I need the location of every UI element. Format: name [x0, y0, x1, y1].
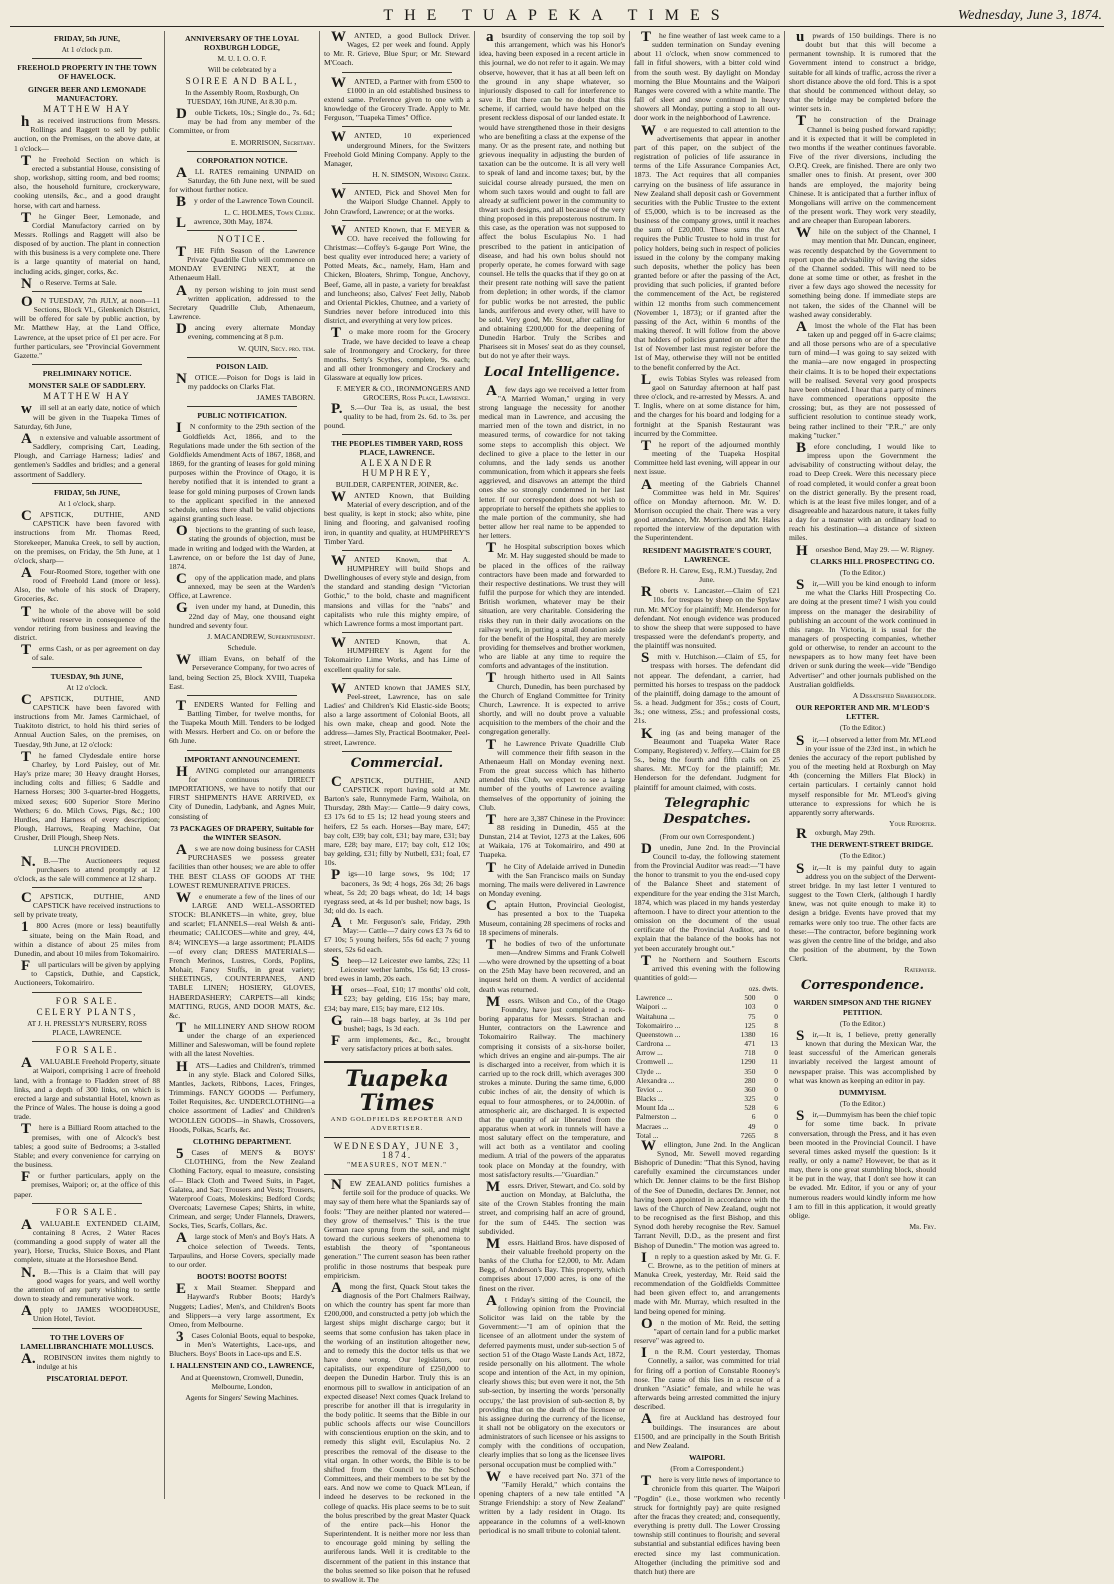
section-heading: OUR REPORTER AND MR. M'LEOD'S LETTER.: [795, 703, 930, 722]
article-paragraph: CAPSTICK, DUTHIE, AND CAPSTICK have been favored with instructions from Mr. James Carmichael, of Tuakitoto district, to hold his third series of Annual Auction Sales, on the premises, on Tuesday, 9th June, at 12 o'clock:: [14, 691, 160, 749]
article-paragraph: A.ROBINSON invites them nightly to indulge at his: [21, 1350, 160, 1371]
article-paragraph: THE Fifth Season of the Lawrence Private Quadrille Club will commence on MONDAY EVENING NEXT, at the Athenaeum Hall.: [169, 243, 315, 283]
article-paragraph: Lawrence, 30th May, 1874.: [176, 214, 273, 231]
divider-rule: [342, 678, 452, 679]
section-banner: Telegraphic Despatches.: [663, 795, 751, 827]
display-line: SOIREE AND BALL,: [185, 75, 299, 86]
subheading: M. U. I. O. O. F.: [217, 54, 267, 64]
column-3: [320, 29, 475, 1584]
subheading: And at Queenstown, Cromwell, Dunedin, Melbourne, London,: [180, 1372, 304, 1391]
gold-ounces: 280: [744, 1075, 756, 1085]
article-paragraph: Ameeting of the Gabriels Channel Committee was held in Mr. Squires' office on Monday afternoon. Mr. W. D. Morrison occupied the chair. There was a very good attendance, Mr. Morrison and Mr. Hales reported the interview of the deputation with the Superintendent.: [634, 476, 780, 543]
signature-line: W. QUIN, Secy. pro. tem.: [237, 343, 315, 353]
gold-district: Queenstown ...: [636, 1029, 681, 1039]
article-paragraph: Smith v. Hutchison.—Claim of £5, for trespass with horses. The defendant did not appear. The defendant, a carrier, had permitted his horses to trespass on the paddock of the plaintiff, doing damage to the amount of 5s. a head. Judgment for 35s.; costs of Court, 3s.; one witness, 25s.; and professional costs, 21s.: [634, 650, 780, 726]
divider-rule: [342, 434, 452, 435]
article-paragraph: Sheep—12 Leicester ewe lambs, 22s; 11 Leicester wether lambs, 15s 6d; 13 cross-bred ewes in lamb, 20s each.: [324, 953, 470, 984]
article-paragraph: Wellington, June 2nd. In the Anglican Synod, Mr. Sewell moved regarding Bishopric of Dunedin: "That this Synod, having carefully examined the circumstances under which Dr. Jenner claims to be the first Bishop of the See of Dunedin, declares Dr. Jenner, not having been appointed in accordance with the laws of the Church of New Zealand, ought not to be recognised as the first Bishop, and this Synod doth hereby recognise the Rev. Samuel Tarrant Nevill, D.D., as the present and first Bishop of Dunedin." The motion was agreed to.: [634, 1137, 780, 1250]
gold-pennyweights: 0: [774, 1002, 778, 1012]
divider-rule: [32, 667, 142, 668]
article-paragraph: The Ginger Beer, Lemonade, and Cordial Manufactory carried on by Messrs. Rollings and Raggett will also be disposed of by auction. The plant in connection with this business is a very complete one. There is a large quantity of material on hand, including acids, ginger, corks, &c.: [14, 209, 160, 276]
divider-rule: [32, 58, 142, 59]
gold-district: Mount Ida ...: [636, 1103, 675, 1113]
gold-row: [634, 993, 780, 1002]
article-paragraph: Captain Hutton, Provincial Geologist, has presented a box to the Tuapeka Museum, containing 28 specimens of rocks and 18 specimens of minerals.: [479, 898, 625, 937]
section-heading: MONSTER SALE OF SADDLERY.: [28, 381, 146, 391]
divider-rule: [187, 230, 297, 231]
gold-total-ounces: 7265: [740, 1130, 756, 1140]
article-paragraph: Full particulars will be given by applying to Capstick, Duthie, and Capstick, Auctioneers, Tokomairiro.: [14, 958, 160, 988]
article-paragraph: At Mr. Ferguson's sale, Friday, 29th May:— Cattle—7 dairy cows £3 7s 6d to £7 10s; 5 young heifers, 55s 6d each; 7 young steers, 52s 6d each.: [324, 915, 470, 954]
gold-row: [634, 1002, 780, 1011]
gold-pennyweights: 0: [774, 1066, 778, 1076]
subheading: (Before R. H. Carew, Esq., R.M.) Tuesday, 2nd June.: [637, 565, 777, 585]
gold-district: Cromwell ...: [636, 1057, 673, 1067]
display-line: MATTHEW HAY: [43, 103, 131, 114]
article-paragraph: IN conformity to the 29th section of the Goldfields Act, 1866, and to the Regulations made under the 6th section of the Goldfields Amendment Acts of 1867, 1868, and 1869, for the granting of leases for gold mining purposes within the Province of Otago, it is hereby notified that it is intended to grant a lease for gold mining purposes of Crown lands to the applicant specified in the annexed schedule, unless there shall be valid objections against granting such lease.: [169, 420, 315, 524]
article-paragraph: WANTED known that JAMES SLY, Peel-street, Lawrence, has on sale Ladies' and Children's Kid Elastic-side Boots; also a large assortment of Colonial Boots, all his own make, cheap and good. Note the address—James Sly, Practical Bootmaker, Peel-street, Lawrence.: [324, 680, 470, 747]
article-paragraph: Grain—18 bags barley, at 3s 10d per bushel; bags, 1s 3d each.: [331, 1012, 470, 1033]
gold-ounces: 528: [744, 1103, 756, 1113]
gold-total-pennyweights: 8: [774, 1130, 778, 1140]
article-paragraph: 5Cases of MEN'S & BOYS' CLOTHING, from the New Zealand Clothing Factory, equal to measure, consisting of— Black Cloth and Tweed Suits, in Paget, Galatea, and Sac; Trousers and Vests; Trousers, Waterproof Coats, Moleskins; Bedford Cords; Overcoats; Lavernese Capes; Shirts, in white, Crimean, and serge; Under Flannels, Drawers, Socks, Ties, Scarfs, Collars, &c.: [169, 1146, 315, 1231]
article-paragraph: upwards of 150 buildings. There is no doubt but that this will become a permanent township. It is rumored that the Government intend to construct a bridge, suitable for all kinds of traffic, across the river a short distance above the old ford. This is a spot that should be commenced without delay, so that the bridge may be completed before the winter sets in.: [789, 29, 936, 114]
subheading: (To the Editor.): [839, 1099, 886, 1109]
article-paragraph: We enumerate a few of the lines of our LARGE AND WELL-ASSORTED STOCK: BLANKETS—in white, grey, blue and scarlet; FLANNELS—real Welsh & anti-rheumatic; CALICOES—white and grey, 4/4, 8/4; WINCEYS—a large assortment; PLAIDS—of every clan; DRESS MATERIALS—French Merinos, Lustres, Cords, Poplins, Mohair, Fancy Stuffs, in great variety; SHEETINGS, COUNTERPANES, AND TABLE LINEN; HOSIERY, GLOVES, HABERDASHERY; CARPETS—all kinds; MATTING, RUGS, AND DOOR MATS, &c. &c.: [169, 889, 315, 1020]
gold-pennyweights: 0: [774, 993, 778, 1003]
article-paragraph: There are 3,387 Chinese in the Province: 88 residing in Dunedin, 455 at the Dunstan, 214 at Teviot, 1273 at the Lakes, 606 at Waikaia, 176 at Tokomairiro, and 490 at Tuapeka.: [479, 811, 625, 860]
gold-district: Palmerston ...: [636, 1112, 677, 1122]
article-paragraph: will sell at an early date, notice of which will be given in the Tuapeka Times of Saturday, 6th June,: [14, 401, 160, 431]
section-heading: I. HALLENSTEIN AND CO., LAWRENCE,: [169, 1361, 315, 1371]
gold-pennyweights: 0: [774, 1094, 778, 1104]
section-heading: DUMMYISM.: [838, 1087, 887, 1097]
section-banner: Commercial.: [350, 755, 444, 771]
signature-line: H. N. SIMSON, Winding Creek.: [372, 170, 470, 180]
article-paragraph: HATS—Ladies and Children's, trimmed in any style. Black and Colored Silks, Mantles, Jackets, Ribbons, Laces, Fringes, Trimmings. FANCY GOODS — Perfumery, Toilet Requisites, &c. UNDERCLOTHING—a choice assortment of Ladies' and Children's WOOLLEN GOODS—in Shawls, Crossovers, Hoods, Polkas, Scarfs, &c.: [169, 1058, 315, 1134]
column-6: [785, 31, 940, 1499]
article-paragraph: Horses—Foal, £10; 17 months' old colt, £23; bay gelding, £16 15s; bay mare, £34; bay mare, £15; bay mare, £12 10s.: [324, 983, 470, 1013]
article-paragraph: In reply to a question asked by Mr. G. F. C. Browne, as to the petition of miners at Manuka Creek, yesterday, Mr. Reid said the recommendation of the Goldfields Committee had been given effect to, and arrangements made with Mr. Murray, which resulted in the land being opened for mining.: [634, 1249, 780, 1316]
gold-row: [634, 1039, 780, 1048]
gold-district: Blacks ...: [636, 1094, 664, 1104]
divider-rule: [32, 291, 142, 292]
article-paragraph: Roxburgh, May 29th.: [796, 826, 876, 843]
article-paragraph: Terms Cash, or as per agreement on day of sale.: [21, 642, 160, 663]
divider-rule: [342, 220, 452, 221]
signature-line: E. MORRISON, Secretary.: [230, 137, 315, 147]
signature-line: J. MACANDREW, Superintendent.: [207, 631, 315, 641]
article-paragraph: Pigs—10 large sows, 9s 10d; 17 baconers, 3s 9d; 4 hogs, 26s 3d; 26 bags wheat, 5s 2d; 20 bags wheat, do 1d; 14 bags ryegrass seed, at 4s 1d per bushel; now bags, 1s 3d; old do. 1s each.: [324, 867, 470, 915]
gold-pennyweights: 11: [770, 1057, 778, 1067]
subheading: (From a Correspondent.): [670, 1464, 744, 1474]
gold-ounces: 49: [748, 1121, 756, 1131]
gold-ounces: 500: [744, 993, 756, 1003]
gold-unit-header: ozs. dwts.: [748, 984, 778, 994]
gold-row: [634, 1048, 780, 1057]
divider-rule: [187, 357, 297, 358]
article-paragraph: Copy of the application made, and plans annexed, may be seen at the Warden's Office, at Lawrence.: [169, 570, 315, 601]
gold-row: [634, 1103, 780, 1112]
article-paragraph: Afire at Auckland has destroyed four buildings. The insurances are about £1500, and are principally in the South British and New Zealand.: [634, 1411, 780, 1450]
article-paragraph: Given under my hand, at Dunedin, this 22nd day of May, one thousand eight hundred and seventy four.: [169, 600, 315, 630]
divider-rule: [342, 126, 452, 127]
article-paragraph: Horseshoe Bend, May 29. — W. Rigney.: [796, 542, 935, 559]
article-paragraph: AVALUABLE EXTENDED CLAIM, containing 8 Acres, 2 Water Races (commanding a good supply of water all the year), Horse, Trucks, Sluice Boxes, and Plant complete, situate at the Horseshoe Bend.: [14, 1216, 160, 1265]
gold-row: [634, 1085, 780, 1094]
article-paragraph: We have received part No. 371 of the "Family Herald," which contains the opening chapters of a new tale entitled "A Strange Friendship: a story of New Zealand" written by a lady resident in Otago. Its appearance in the columns of a well-known periodical is no small tribute to colonial talent.: [479, 1468, 625, 1535]
article-paragraph: To make more room for the Grocery Trade, we have decided to leave a cheap sale of Ironmongery and Crockery, for three months. Setty's Scythes, complete, 9s. each; and all other Ironmongery and Crockery and Glassware at equally low prices.: [324, 325, 470, 383]
article-paragraph: Sir,—It is my painful duty to again address you on the subject of the Derwent-street bridge. In my last letter I ventured to suggest to the Town Clerk, (although I hardly knew, was not quite enough to make it) to design a bridge. Events have proved that my remarks were only too true. The other facts are these:—The contractor, before beginning work was given the centre line of the bridge, and also the position of the abutment, by the Town Clerk.: [789, 860, 936, 964]
gold-ounces: 350: [744, 1066, 756, 1076]
gold-pennyweights: 0: [774, 1084, 778, 1094]
article-paragraph: Double Tickets, 10s.; Single do., 7s. 6d.; may be had from any member of the Committee, or from: [169, 106, 315, 136]
article-paragraph: Any person wishing to join must send written application, addressed to the Secretary Quadrille Club, Athenaeum, Lawrence.: [169, 282, 315, 322]
subheading: Agents for Singers' Sewing Machines.: [185, 1392, 299, 1402]
article-paragraph: AFour-Roomed Store, together with one rood of Freehold Land (more or less). Also, the whole of his stock of Drapery, Groceries, &c.: [14, 564, 160, 604]
article-paragraph: The bodies of two of the unfortunate men—Andrew Simms and Frank Colwell—who were drowned by the upsetting of a boat on the 25th May have been recovered, and an inquest held on them. A verdict of accidental death was returned.: [479, 936, 625, 994]
issue-date: Wednesday, June 3, 1874.: [957, 8, 1102, 23]
running-head: [10, 6, 1104, 27]
article-paragraph: N.B.—The Auctioneers request purchasers to attend promptly at 12 o'clock, as the sale will commence at 12 sharp.: [14, 853, 160, 883]
gold-ounces: 1380: [740, 1029, 756, 1039]
section-heading: BOOTS! BOOTS! BOOTS!: [197, 1272, 287, 1282]
column-2: [165, 31, 320, 1499]
gold-row: [634, 1057, 780, 1066]
display-line: NOTICE.: [217, 233, 267, 244]
gold-district: Waitahuna ...: [636, 1011, 675, 1021]
subheading: (To the Editor.): [839, 1018, 886, 1028]
subheading: (From our own Correspondent.): [659, 831, 755, 841]
section-heading: FRIDAY, 5th JUNE,: [53, 487, 121, 497]
subheading: (To the Editor.): [839, 567, 886, 577]
nameplate-date: WEDNESDAY, JUNE 3, 1874.: [333, 1140, 461, 1160]
gold-ounces: 471: [744, 1039, 756, 1049]
column-5: [630, 29, 785, 1576]
article-paragraph: By order of the Lawrence Town Council.: [176, 194, 314, 211]
divider-rule: [342, 72, 452, 73]
section-heading: FRIDAY, 5th JUNE,: [53, 34, 121, 43]
divider-rule: [342, 550, 452, 551]
gold-district: Tokomairiro ...: [636, 1020, 681, 1030]
divider-rule: [324, 1174, 470, 1175]
gold-ounces: 718: [744, 1048, 756, 1058]
signature-line: F. MEYER & CO., IRONMONGERS AND GROCERS, Ross Place, Lawrence.: [336, 384, 470, 403]
article-paragraph: absurdity of conserving the top soil by this arrangement, which was his Honor's idea, having been exposed in a recent article in this journal, we do not refer to it again. We may observe, however, that it has at all been left on the ground in any shape whatever, so injuriously disposed to call for interference to save it. But there can be no doubt that this scheme, if carried, would have helped on the present reckless disposal of our landed estate. It would have strengthened those in their designs who are benefiting a class at the expense of the many. Or as the present rate, and nothing but grievous inequality in adjusting the burden of taxation can be the outcome. It is all very well to speak of land and income taxes; but, by the suicidal course already pursued, the men on whom such taxes would and ought to fall are already at sufficient power in the community to thwart such designs, and all because of the very thing proposed in this preposterous nostrum. In this case, as the operation was not supposed to affect the bolus Esculapius No. 1 had prescribed to the patient in anticipation of disease, and had his own bolus should not properly operate, he comes forward with sage counsel. He tells the quacks that if they go on at their present rate nothing will save the patient from depletion; in other words, if the clamor for public works be not arrested, the public lands, auriferous and every other, will have to be sold. Very good, Mr. Stout, after calling for and obtaining £200,000 for the deepening of Dunedin Harbor. Truly the Scribes and Pharisees sit in Moses' seat do as they counsel, but do not ye after their ways.: [479, 29, 625, 361]
divider-rule: [187, 151, 297, 152]
article-paragraph: Sir,—I observed a letter from Mr. M'Leod in your issue of the 23rd inst., in which he denies the accuracy of the report published by you of the meeting held at Roxburgh on May 4th (concerning the Millers Flat Block) in certain particulars. I certainly cannot hold myself responsible for Mr. M'Leod's giving utterance to expressions for which he is apparently sorry afterwards.: [789, 732, 936, 817]
section-heading: THE DERWENT-STREET BRIDGE.: [810, 840, 934, 850]
article-paragraph: WANTED Known, that A. HUMPHREY is Agent for the Tokomairiro Lime Works, and has Lime of excellent quality for sale.: [324, 635, 470, 674]
signature-line: Mr. Fry.: [909, 1222, 936, 1232]
article-paragraph: The whole of the above will be sold without reserve in consequence of the vendor retiring from business and leaving the district.: [14, 603, 160, 643]
article-paragraph: For further particulars, apply on the premises, Waipori; or, at the office of this paper.: [14, 1169, 160, 1199]
gold-pennyweights: 0: [774, 1112, 778, 1122]
subheading: LUNCH PROVIDED.: [53, 844, 121, 854]
gold-ounces: 125: [744, 1020, 756, 1030]
article-paragraph: The fine weather of last week came to a sudden termination on Sunday evening about 11 o'clock, when snow commenced to fall in fitful showers, with a bitter cold wind from the south west. By daylight on Monday morning the Blue Mountains and the Waipori Ranges were covered with a white mantle. The fall of sleet and snow continued in heavy showers all Monday, putting a stop to all out-door work in the neighborhood of Lawrence.: [634, 29, 780, 123]
subheading: At 12 o'clock.: [66, 682, 108, 692]
gold-row: [634, 1122, 780, 1131]
section-heading: FREEHOLD PROPERTY IN THE TOWN OF HAVELOCK.: [17, 63, 157, 82]
article-paragraph: WANTED, Pick and Shovel Men for the Waipori Sludge Channel. Apply to John Crawford, Lawrence; or at the works.: [324, 186, 470, 216]
article-paragraph: 3Cases Colonial Boots, equal to bespoke, in Men's Watertights, Lace-ups, and Bluchers. Boys' Boots in Lace-ups and E.S.: [169, 1329, 315, 1359]
nameplate-motto: "MEASURES, NOT MEN.": [347, 1160, 447, 1169]
nameplate-title: Tuapeka Times: [345, 1066, 449, 1117]
display-line: MATTHEW HAY: [43, 391, 131, 402]
divider-rule: [32, 364, 142, 365]
article-paragraph: The Northern and Southern Escorts arrived this evening with the following quantities of gold:—: [634, 952, 780, 982]
gold-ounces: 325: [744, 1094, 756, 1104]
article-paragraph: Messrs. Driver, Stewart, and Co. sold by auction on Monday, at Balclutha, the site of the Crown Stables fronting the main street, and comprising half an acre of ground, for the sum of £445. The section was subdivided.: [479, 1178, 625, 1236]
gold-ounces: 6: [751, 1112, 756, 1122]
article-paragraph: While on the subject of the Channel, I may mention that Mr. Duncan, engineer, was recently despatched by the Government to report upon the advisability of having the sides of the Channel sodded. This will need to be done at some time or other, as freshet in the river a few days ago showed the necessity for something being done. If immediate steps are not taken, the sides of the Channel will be washed away considerably.: [789, 225, 936, 319]
article-paragraph: Messrs. Wilson and Co., of the Otago Foundry, have just completed a rock-boring apparatus for Messrs. Strachan and Hunter, contractors on the Lawrence and Tokomairiro Railway. The machinery comprising it consists of a six-horse boiler, which drives an engine and air-pumps. The air is discharged into a receiver, from which it is carried up to the rock drill, which averages 300 strokes a minute. During the same time, 6,000 cubic inches of air, the density of which is equal to four atmospheres, or to 24,000in. of atmospheric air, are discharged. It is expected that the quantity of air liberated from the apparatus when at work in tunnels will have a most salutary effect on the temperature, and will act both as a ventilator and cooling medium. A trial of the powers of the apparatus took place on Monday at the foundry, with most satisfactory results.—"Guardian.": [479, 993, 625, 1179]
article-paragraph: N.B.—This is a Claim that will pay good wages for years, and well worthy the attention of any party wishing to settle down to steady and remunerative work.: [14, 1264, 160, 1304]
gold-pennyweights: 0: [774, 1121, 778, 1131]
article-paragraph: On the motion of Mr. Reid, the setting "apart of certain land for a public market reserve" was agreed to.: [634, 1315, 780, 1346]
article-paragraph: Dancing every alternate Monday evening, commencing at 8 p.m.: [176, 321, 315, 342]
signature-line: L. C. HOLMES, Town Clerk.: [224, 207, 315, 217]
subheading: AT J. H. PRESSLY'S NURSERY, ROSS PLACE, LAWRENCE.: [27, 1018, 147, 1037]
gold-row: [634, 1012, 780, 1021]
gold-district: Cardrona ...: [636, 1039, 671, 1049]
divider-rule: [342, 751, 452, 752]
display-line: FOR SALE.: [55, 1045, 119, 1056]
article-paragraph: Afew days ago we received a letter from "A Married Woman," urging in very strong language the necessity for another medical man in Lawrence, and accusing the married men of the town and district, in no measured terms, of cowardice for not taking some steps to accomplish this object. We declined to give a place to the letter in our columns, and the lady sends us another communication, from which it appears she feels aggrieved, and disavows an attempt the third ones she so strongly condemned in her last letter. If our correspondent does not wish to appropriate to herself the epithets she applies to the male portion of the community, she had better allow her real name to be appended to her letters.: [479, 382, 625, 541]
divider-rule: [187, 750, 297, 751]
article-paragraph: Lewis Tobias Styles was released from gaol on Saturday afternoon at half past three o'clock, and re-arrested by Messrs. A. and T. Inglis, where on at some distance for him, and the charges for his board and lodging for a fortnight at the Spanish Restaurant was incurred by the Committee.: [634, 371, 780, 438]
section-heading: RESIDENT MAGISTRATE'S COURT, LAWRENCE.: [642, 545, 772, 564]
article-paragraph: Objections to the granting of such lease, stating the grounds of objection, must be made in writing and lodged with the Warden, at Lawrence, on or before the 1st day of June, 1874.: [169, 523, 315, 571]
gold-total-label: Total ...: [636, 1130, 659, 1140]
gold-district: Clyde ...: [636, 1066, 662, 1076]
section-banner: Correspondence.: [800, 978, 925, 994]
article-paragraph: WANTED Known, that A. HUMPHREY will build Shops and Dwellinghouses of every style and design, from the standard and standing design "Victorian Gothic," to the bold, chaste and magnificent mansions and villas for the "nabs" and capitalists who rule this mighty empire, of which Lawrence forms a most important part.: [324, 552, 470, 628]
article-paragraph: Ex Mail Steamer. Sheppard and Hayward's Rubber Boots; Hardy's Nuggets; Ladies', Men's, and Children's Boots and Slippers—a very large assortment, Ex Omeo, from Melbourne.: [169, 1281, 315, 1329]
article-paragraph: ON TUESDAY, 7th JULY, at noon—11 Sections, Block VI., Glenkenich District, will be offered for sale by public auction, by Mr. Matthew Hay, at the Land Office, Lawrence, at the upset price of £1 per acre. For further particulars, see "Provincial Government Gazette.": [14, 293, 160, 360]
section-heading: POISON LAID.: [216, 361, 268, 371]
article-paragraph: NEW ZEALAND politics furnishes a fertile soil for the produce of quacks. We may say of them here what the Spaniards say of fools: "They are neither planted nor watered—they grow of themselves." This is the true German race sprung from the soil, and might toward the curious seekers of phenomena to establish the theory of "spontaneous generation." The current season has been rather prolific in those nostrums that bespeak pure empiricism.: [324, 1177, 470, 1280]
article-paragraph: Among the first, Quack Stout takes the diagnosis of the Port Chalmers Railway, on which the country has spent far more than £200,000, and constructed a petty job which the largest ships might discharge cargo; but it seems that some confusion has taken place in the working of an institution altogether new, and to remedy this the doctor tells us that we have done wrong. Our legislators, our capitalists, our expenditure of £250,000 to deepen the Dunedin Harbor. Truly this is an enormous pill to swallow in anticipation of an expected disease! Next comes Quack Ireland to prescribe for another ill that is irregularity in the body politic. It seems that the Bible in our public schools affects our wise Councillors with conscientious eruption on the skin, and to remedy this slight evil, Esculapius No. 2 prescribes the removal of the disease to the vital organ. In other words, the Bible is to be shifted from the Council to the School Committees, and their members to be set by the ears. And now we come to Quack M'Lean, if indeed he deserves to be reckoned in the college of quacks. His place seems to be to suit the bolus prescribed by the great Master Quack of the entire pack—his Honor the Superintendent. It is neither more nor less than to encourage gold mining by selling the auriferous lands. Well it is creditable to the discernment of the patient in this instance that the bolus seemed so like poison that he refused to swallow it. The: [324, 1279, 470, 1584]
section-heading: TO THE LOVERS OF LAMELLIBRANCHIATE MOLLUSCS.: [20, 1332, 154, 1351]
article-paragraph: As we are now doing business for CASH PURCHASES we possess greater facilities than other houses; we are able to offer THE BEST CLASS OF GOODS AT THE LOWEST REMUNERATIVE PRICES.: [169, 842, 315, 890]
gold-escort-table: [634, 984, 780, 1140]
divider-rule: [342, 183, 452, 184]
gold-pennyweights: 0: [774, 1075, 778, 1085]
subheading: In the Assembly Room, Roxburgh, On TUESDAY, 16th JUNE, At 8.30 p.m.: [185, 87, 299, 106]
divider-rule: [32, 1041, 142, 1042]
article-paragraph: The Freehold Section on which is erected a substantial House, consisting of shop, workshop, sitting room, and bed rooms; also, the household furniture, crockeryware, cooking utensils, &c., and a good draught horse, with cart and harness.: [14, 152, 160, 210]
column-4: [475, 29, 630, 1535]
section-heading: IMPORTANT ANNOUNCEMENT.: [184, 754, 300, 764]
nameplate-subtitle: AND GOLDFIELDS REPORTER AND ADVERTISER.: [330, 1116, 464, 1133]
gold-total-row: [634, 1131, 780, 1140]
paper-title: THE TUAPEKA TIMES: [383, 7, 731, 24]
signature-line: Ratepayer.: [904, 965, 936, 975]
columns: [10, 29, 1104, 1584]
article-paragraph: There is very little news of importance to chronicle from this quarter. The Waipori "Pogdin" (i.e., those workmen who recently struck for fortnightly pay) are quite resigned after the fracas they created; and, consequently, everything is pretty dull. The Lower Crossing township still continues to flourish; and several substantial and substantial edifices having been erected since my last communication. Altogether (including the primitive sod and thatch hut) there are: [634, 1473, 780, 1576]
article-paragraph: P.S.—Our Tea is, as usual, the best quality to be had, from 2s. 6d. to 3s. per pound.: [324, 400, 470, 430]
article-paragraph: WANTED Known, that Building Material of every description, and of the best quality, is kept in stock; also white, pine lining and flooring, and galvanised roofing iron, in quantity and quality, at HUMPHREY'S Timber Yard.: [324, 488, 470, 546]
section-heading: CLARKS HILL PROSPECTING CO.: [810, 556, 935, 566]
article-paragraph: No Reserve. Terms at Sale.: [21, 275, 117, 292]
divider-rule: [342, 632, 452, 633]
divider-rule: [187, 406, 297, 407]
gold-pennyweights: 13: [770, 1039, 778, 1049]
article-paragraph: HAVING completed our arrangements for continuous DIRECT IMPORTATIONS, we have to notify that our FIRST SHIPMENTS HAVE ARRIVED, ex City of Dunedin, Ladybank, and Agnes Muir, consisting of: [169, 763, 315, 821]
gold-pennyweights: 16: [770, 1029, 778, 1039]
article-paragraph: The MILLINERY AND SHOW ROOM under the charge of an experienced Milliner and Saleswoman, will be found replete with all the latest Novelties.: [169, 1020, 315, 1059]
article-paragraph: Alarge stock of Men's and Boy's Hats. A choice selection of Tweeds. Tents, Tarpaulins, and Horse Covers, specially made to our order.: [169, 1230, 315, 1269]
article-paragraph: CAPSTICK, DUTHIE, AND CAPSTICK have received instructions to sell by private treaty,: [14, 889, 160, 920]
subheading: (To the Editor.): [839, 851, 886, 861]
article-paragraph: The Lawrence Private Quadrille Club will commence their fifth season in the Athenaeum Hall on Monday evening next. From the great success which has hitherto attended this Club, we expect to see a large number of the youths of Lawrence availing themselves of the opportunity of joining the Club.: [479, 736, 625, 812]
article-paragraph: Sir,—Will you be kind enough to inform me what the Clarks Hill Prospecting Co. are doing at the present time? I wish you could impress on the manager the desirability of publishing an account of the work continued in this range. In Victoria, it is usual for the managers of prospecting companies, whether gold or otherwise, to render an account to the newspapers as to how many feet have been driven or sunk during the week—vide "Bendigo Advertiser" and other journals published on the Australian goldfields.: [789, 577, 936, 689]
subheading: Schedule.: [227, 643, 257, 653]
article-paragraph: 1800 Acres (more or less) beautifully situate, being on the Main Road, and within a distance of about 25 miles from Dunedin, and about 10 miles from Tokomairiro.: [14, 919, 160, 958]
article-paragraph: Almost the whole of the Flat has been taken up and pegged off in 6-acre claims; and all those persons who are of a speculative turn of mind—I was going to say seized with the mania—are now engaged in prospecting their claims. It is to be hoped their expectations will be realised. Several very good prospects have been obtained. I hear that a party of miners have commenced operations opposite the crossing; but, as they are not possessed of sufficient resolution to continue steady work, being rather inclined to their "P.R.," are only making "tucker.": [789, 318, 936, 440]
section-heading: CLOTHING DEPARTMENT.: [192, 1136, 292, 1146]
article-paragraph: The City of Adelaide arrived in Dunedin with the San Francisco mails on Sunday morning. The mails were delivered in Lawrence on Monday evening.: [479, 859, 625, 899]
section-heading: PUBLIC NOTIFICATION.: [197, 411, 287, 421]
article-paragraph: Before concluding, I would like to impress upon the Government the advisability of constructing without delay, the road to Deep Creek. Were this necessary piece of road completed, it would confer a great boon on the district generally. By the present road, which is at the least five miles longer, and of a disagreeable and hazardous nature, it takes fully a day for a teamster with an ordinary load to reach his destination—a distance of sixteen miles.: [789, 439, 936, 543]
article-paragraph: NOTICE.—Poison for Dogs is laid in my paddocks on Clarks Flat.: [176, 370, 315, 391]
section-heading: 73 PACKAGES OF DRAPERY, Suitable for the WINTER SEASON.: [170, 823, 314, 842]
article-paragraph: CAPSTICK, DUTHIE, AND CAPSTICK have been favored with instructions from Mr. Thomas Reed, Storekeeper, Manuka Creek, to sell by auction, on the premises, on Friday, the 5th June, at 1 o'clock, sharp—: [14, 508, 160, 565]
divider-rule: [32, 887, 142, 888]
section-heading: WARDEN SIMPSON AND THE RIGNEY PETITION.: [793, 998, 932, 1017]
article-paragraph: Roberts v. Lancaster.—Claim of £21 10s. for trespass by sheep on the Spylaw run. Mr. M'Coy for plaintiff; Mr. Henderson for defendant. Not enough evidence was produced to show the sheep that were supposed to have trespassed were the defendant's property, and the plaintiff was nonsuited.: [634, 584, 780, 651]
subheading: At 1 o'clock p.m.: [61, 45, 113, 55]
article-paragraph: WANTED Known, that F. MEYER & CO. have received the following for Christmas:—Coffey's 6-gauge Port Wine, the best quality ever introduced here; a variety of Potted Meats, &c., namely, Ham, Ham and Chicken, Bloaters, Shrimp, Tongue, Anchovy, Beef, Game, all in paste, a variety for breakfast and luncheons; also, Calves' Feet Jelly, Nabob and Oriental Pickles, Chutnee, and a variety of Sundries never before introduced into this district, and everything at very low prices.: [324, 222, 470, 326]
gold-row: [634, 1094, 780, 1103]
article-paragraph: King (as and being manager of the Beaumont and Tuapeka Water Race Company, Registered) v. Jeffery.—Claim for £8 5s., being the fourth and fifth calls on 25 shares. Mr. M'Coy for the plaintiff; Mr. Henderson for the defendant. Judgment for plaintiff for amount claimed, with costs.: [634, 725, 780, 792]
article-paragraph: William Evans, on behalf of the Perseverance Company, for two acres of land, being Section 25, Block XVIII, Tuapeka East.: [169, 652, 315, 691]
section-heading: CORPORATION NOTICE.: [196, 155, 288, 165]
article-paragraph: ALL RATES remaining UNPAID on Saturday, the 6th June next, will be sued for without further notice.: [169, 164, 315, 195]
article-paragraph: The famed Clydesdale entire horse Charley, by Lord Paisley, out of Mr. Hay's prize mare; 30 Heavy draught Horses, including colts and fillies; 6 Saddle and Harness Horses; 300 3-quarter-bred Hoggetts, mixed sexes; 600 Superior Store Merino Wethers; 6 do. Milch Cows, Pigs, &c.; 100 Hurdles, and Harness of every description; Plough, Harrows, Reaping Machine, Oat Crusher, Drill Plough, Sheep Nets.: [14, 748, 160, 843]
subheading: At 1 o'clock, sharp.: [58, 498, 116, 508]
article-paragraph: We are requested to call attention to the advertisements that appear in another part of this paper, on the subject of the registration of policies of life assurance in terms of the Life Assurance Companies Act, 1873. The Act requires that all companies carrying on the business of life assurance in New Zealand shall deposit cash or Government securities with the Public Trustee to the extent of £5,000, which is to be increased as the business of the company grows, until it reaches the sum of £20,000. These sums the Act requires the Public Trustee to hold in trust for policy holders, being such in respect of policies issued in the colony by the company making such deposits, whether the policy has been granted before or after the passing of the Act, providing that such policies, if granted before the commencement of the Act, be registered within 12 months from such commencement (November 1, 1873); or if granted after the passing of the Act, within 6 months of the making thereof. It will follow from the above that holders of policies granted on or after the 1st of November last must register before the 1st of May, otherwise they will not be entitled to the benefit conferred by the Act.: [634, 122, 780, 372]
gold-row: [634, 1076, 780, 1085]
signature-line: Your Reporter.: [889, 818, 936, 828]
article-paragraph: TENDERS Wanted for Felling and Battling Timber, for twelve months, for the Tuapeka Mouth Mill. Tenders to be lodged with Messrs. Herbert and Co. on or before the 6th June.: [169, 697, 315, 746]
gold-ounces: 360: [744, 1084, 756, 1094]
divider-rule: [32, 992, 142, 993]
article-paragraph: Through hitherto used in All Saints Church, Dunedin, has been purchased by the Church of England Committee for Trinity Church, Lawrence. It is expected to arrive shortly, and will no doubt prove a valuable acquisition to the members of the choir and the congregation generally.: [479, 670, 625, 737]
article-paragraph: In the R.M. Court yesterday, Thomas Connelly, a sailor, was committed for trial for firing off a portion of Constable Rooney's nose. The cause of this lies in a rescue of a drunken "Asiatic" female, and while he was afterwards being arrested committed the injury described.: [634, 1345, 780, 1412]
signature-line: A Dissatisfied Shareholder.: [852, 690, 936, 700]
section-banner: Local Intelligence.: [484, 364, 620, 380]
column-1: [10, 31, 165, 1499]
gold-district: Alexandra ...: [636, 1075, 675, 1085]
section-heading: TUESDAY, 9th JUNE,: [50, 671, 124, 681]
article-paragraph: The Hospital subscription boxes which Mr. M. Hay suggested should be made to be placed in the offices of the railway contractors have been made and forwarded to their respective destinations. We trust they will fulfil the purpose for which they are intended. British workmen, whatever may be their situation, are very charitable. Considering the risks they run in their daily avocations on the railway work, in putting a small donation aside for the benefit of the Hospital, they are merely providing for themselves and brother workmen, who are liable at any time to require the comforts and advantages of the institution.: [479, 540, 625, 671]
display-line: FOR SALE.: [55, 1206, 119, 1217]
divider-rule: [32, 1328, 142, 1329]
display-line: ALEXANDER HUMPHREY,: [360, 458, 434, 478]
gold-district: Waipori ...: [636, 1002, 668, 1012]
gold-district: Macraes ...: [636, 1121, 669, 1131]
article-paragraph: Sir,—Dummyism has been the chief topic for some time back. In private conversation, through the Press, and it has even been mooted in the Provincial Council. I have several times asked myself the question: Is it really, or only a name? However, be that as it may, there is one great stumbling block, should it be put in the way, that I don't see how it can be evaded. Mr. Editor, if you or any of your numerous readers would kindly inform me how I am to fill in this application, it would greatly oblige.: [789, 1108, 936, 1220]
gold-pennyweights: 6: [774, 1103, 778, 1113]
article-paragraph: The report of the adjourned monthly meeting of the Tuapeka Hospital Committee held last evening, will appear in our next issue.: [634, 437, 780, 477]
section-heading: PISCATORIAL DEPOT.: [46, 1374, 128, 1384]
gold-ounces: 75: [748, 1011, 756, 1021]
nameplate: [324, 1061, 470, 1137]
section-heading: THE PEOPLES TIMBER YARD, ROSS PLACE, LAWRENCE.: [331, 439, 463, 458]
article-paragraph: WANTED, a good Bullock Driver. Wages, £2 per week and found. Apply to Mr. R. Grieve, Blue Spur; or Mr. Steward M'Coach.: [324, 29, 470, 68]
article-paragraph: An extensive and valuable assortment of Saddlery, comprising Cart, Leading, Plough, and Carriage Harness; ladies' and gentlemen's Saddles and bridles; and a general assortment of Saddlery.: [14, 430, 160, 479]
section-heading: PRELIMINARY NOTICE.: [42, 369, 132, 378]
divider-rule: [187, 695, 297, 696]
gold-row: [634, 1112, 780, 1121]
section-heading: WAIPORI.: [688, 1452, 726, 1462]
article-paragraph: Farm implements, &c., &c., brought very satisfactory prices at both sales.: [331, 1033, 470, 1054]
article-paragraph: AVALUABLE Freehold Property, situate at Waipori, comprising 1 acre of freehold land, with a frontage to Fladden street of 88 links, and a depth of 300 links, on which is erected a large and substantial Hotel, known as the Prince of Wales. The house is doing a good trade.: [14, 1055, 160, 1122]
gold-district: Teviot ...: [636, 1084, 663, 1094]
section-heading: ANNIVERSARY OF THE LOYAL ROXBURGH LODGE,: [185, 34, 299, 53]
gold-ounces: 1290: [740, 1057, 756, 1067]
subheading: BUILDER, CARPENTER, JOINER, &c.: [335, 479, 459, 489]
article-paragraph: WANTED, 10 experienced underground Miners, for the Switzers Freehold Gold Mining Company. Apply to the Manager,: [324, 129, 470, 168]
gold-district: Arrow ...: [636, 1048, 663, 1058]
article-paragraph: WANTED, a Partner with from £500 to £1000 in an old established business to extend same. Preference given to one with a knowledge of the Grocery Trade. Apply to Mr. Ferguson, "Tuapeka Times" Office.: [324, 74, 470, 123]
gold-pennyweights: 0: [774, 1011, 778, 1021]
divider-rule: [32, 1203, 142, 1204]
subheading: Will be celebrated by a: [207, 65, 277, 75]
article-paragraph: Messrs. Haitland Bros. have disposed of their valuable freehold property on the banks of the Clutha for £2,000, to Mr. Adam Begg, of Anderson's Bay. This property, which comprises about 17,000 acres, is one of the finest on the river.: [479, 1235, 625, 1293]
display-line: CELERY PLANTS,: [36, 1006, 138, 1017]
signature-line: JAMES TABORN.: [256, 393, 315, 403]
gold-ounces: 103: [744, 1002, 756, 1012]
article-paragraph: Sir,—It is, I believe, pretty generally known that during the Mexican War, the least successful of the American generals invariably received the largest amount of newspaper praise. This was accomplished by what was known as keeping an editor in pay.: [789, 1027, 936, 1085]
subheading: (To the Editor.): [839, 723, 886, 733]
article-paragraph: Dunedin, June 2nd. In the Provincial Council to-day, the following statement from the Provincial Auditor was read:—"I have the honor to transmit to you the end-used copy of the Balance Sheet and statement of expenditure for the year ending the 31st March, 1874, which was placed in my hands yesterday afternoon. I have to direct your attention to the omission on the document of the usual certificate of the Provincial Auditor, and to explain that the balance of the books has not yet been accurately brought out.": [634, 840, 780, 953]
gold-row: [634, 1030, 780, 1039]
section-heading: GINGER BEER AND LEMONADE MANUFACTORY.: [28, 84, 146, 103]
gold-row: [634, 1021, 780, 1030]
article-paragraph: There is a Billiard Room attached to the premises, with one of Alcock's best tables; a good suite of Bedrooms; a 3-stalled Stable; and every convenience for carrying on the business.: [14, 1121, 160, 1170]
divider-rule: [32, 483, 142, 484]
article-paragraph: has received instructions from Messrs. Rollings and Raggett to sell by public auction, on the Premises, on the above date, at 1 o'clock—: [14, 114, 160, 153]
gold-pennyweights: 0: [774, 1048, 778, 1058]
gold-district: Lawrence ...: [636, 993, 673, 1003]
gold-pennyweights: 8: [774, 1020, 778, 1030]
article-paragraph: The construction of the Drainage Channel is being pushed forward rapidly; and it is expected that it will be completed in two months if the weather continues favorable. Five of the river diversions, including the O.P.Q. Creek, are finished. There are only two smaller ones to finish. At present, over 300 hands are employed, the majority being Chinese. It is anticipated that a further influx of Mongolians will arrive on the commencement of the present work. They work very steadily, and are cheaper than European laborers.: [789, 113, 936, 226]
display-line: FOR SALE.: [55, 995, 119, 1006]
article-paragraph: At Friday's sitting of the Council, the following opinion from the Provincial Solicitor was laid on the table by the Government:—"I am of opinion that the licensee of an allotment under the system of deferred payments must, under sub-section 5 of section 51 of the Otago Waste Lands Act, 1872, reside personally on his allotment. The whole scope and intention of the Act, in my opinion, clearly shows this; but even were it not, the 5th sub-section, by inserting the words 'personally occupy,' the last provision of sub-section 8, by providing that on the death of the licensee or his assignee during the currency of the license, it shall not be obligatory on the executors or administrators of such licensee or his assigns to comply with the conditions of occupation, clearly implies that so long as the licensee lives personal occupation must be complied with.": [479, 1292, 625, 1469]
article-paragraph: CAPSTICK, DUTHIE, AND CAPSTICK report having sold at Mr. Barton's sale, Runnymede Farm, Waihola, on Thursday, 28th May:— Cattle—9 dairy cows, £3 17s 6d to £5 1s; 12 head young steers and heifers, £2 5s each. Horses—Bay mare, £47; bay colt, £39; bay colt, £31; bay mare, £31; bay mare, £28; bay mare, £17; bay colt, £12 10s; bay gelding, £31; filly by Nutbell, £31; foal, £7 10s.: [324, 773, 470, 868]
article-paragraph: Apply to JAMES WOODHOUSE, Union Hotel, Teviot.: [21, 1303, 160, 1324]
gold-row: [634, 1067, 780, 1076]
